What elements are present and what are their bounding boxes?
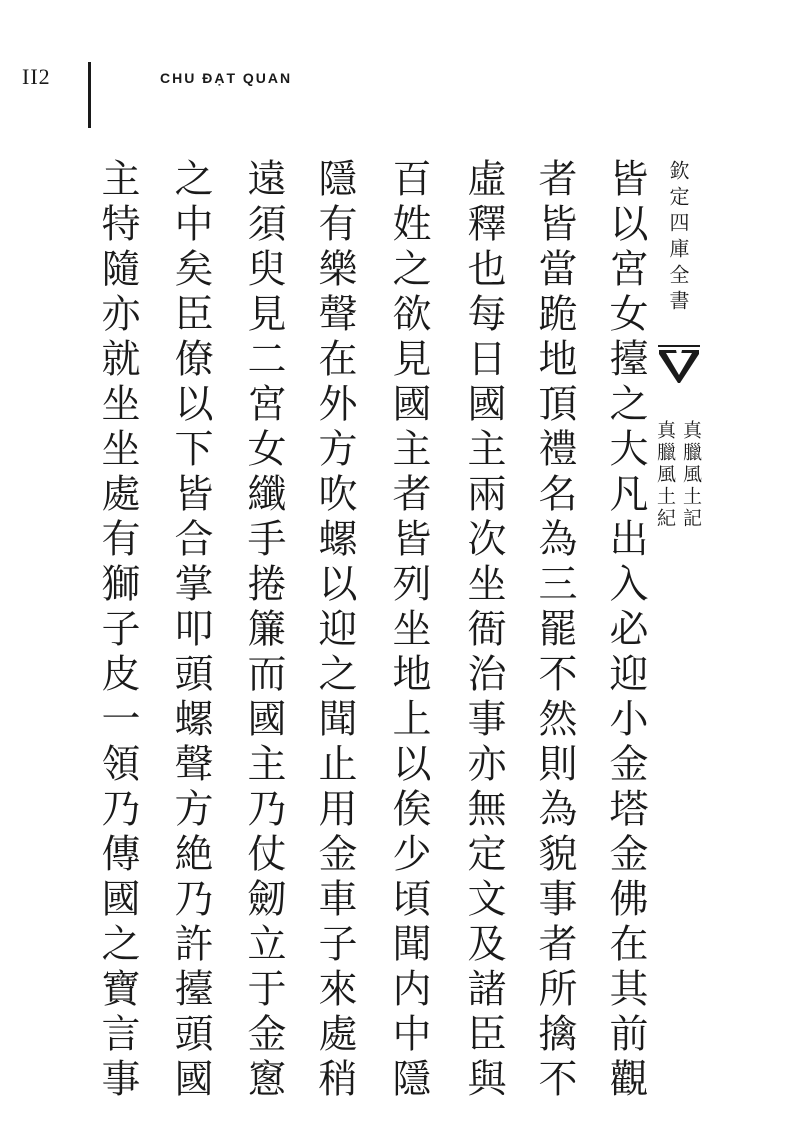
page-number: II2: [22, 64, 51, 89]
margin-subtitle-right: 真臘風土記: [680, 420, 702, 530]
text-column-8: 主特隨亦就坐坐處有獅子皮一領乃傳國之寶言事: [95, 158, 140, 1103]
header-divider: [88, 62, 91, 128]
text-column-2: 者皆當跪地頂禮名為三罷不然則為貌事者所擒不: [532, 158, 577, 1103]
margin-subtitle-left: 真臘風土紀: [654, 420, 676, 530]
main-text: [92, 158, 652, 1103]
running-header-author: CHU ĐẠT QUAN: [160, 70, 293, 86]
text-column-4: 百姓之欲見國主者皆列坐地上以俟少頃聞内中隱: [386, 158, 431, 1103]
margin-title: 欽定四庫全書: [666, 160, 690, 316]
text-column-1: 皆以宮女擡之大凡出入必迎小金塔金佛在其前觀: [603, 158, 648, 1103]
text-column-6: 遠須臾見二宮女纖手捲簾而國主乃仗劒立于金窻: [241, 158, 286, 1103]
text-column-3: 虛釋也每日國主兩次坐衙治事亦無定文及諸臣與: [461, 158, 506, 1103]
text-column-7: 之中矣臣僚以下皆合掌叩頭螺聲方絶乃許擡頭國: [168, 158, 213, 1103]
text-column-5: 隱有樂聲在外方吹螺以迎之聞止用金車子來處稍: [312, 158, 357, 1103]
fishtail-mark-icon: [656, 343, 702, 389]
